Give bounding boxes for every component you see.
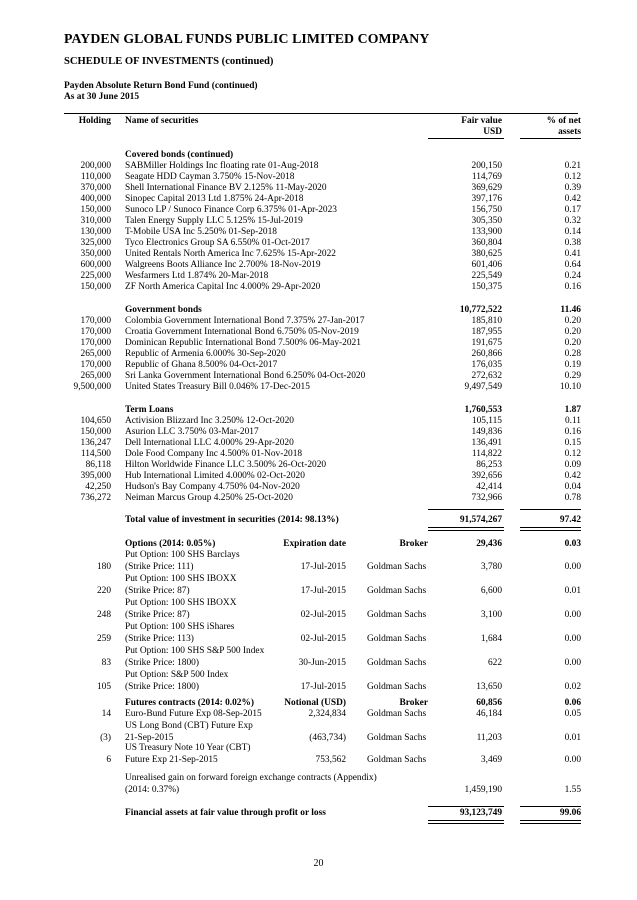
fund-name (64, 81, 258, 103)
government-title: Government bonds (125, 305, 202, 315)
pct-assets-cell: 0.00 (564, 755, 581, 765)
fair-value-cell: 397,176 (471, 194, 502, 204)
holding-cell: 170,000 (80, 360, 111, 370)
holding-cell: 14 (101, 709, 111, 719)
fair-value-cell: 150,375 (471, 282, 502, 292)
holding-cell: 170,000 (80, 338, 111, 348)
holding-cell: 200,000 (80, 161, 111, 171)
holding-cell: 150,000 (80, 282, 111, 292)
holding-cell: 170,000 (80, 327, 111, 337)
fair-value-cell: 156,750 (471, 205, 502, 215)
security-name: Dole Food Company Inc 4.500% 01-Nov-2018 (125, 449, 303, 459)
holding-cell: 395,000 (80, 471, 111, 481)
holding-cell: 104,650 (80, 416, 111, 426)
holding-cell: 600,000 (80, 260, 111, 270)
security-name: Tyco Electronics Group SA 6.550% 01-Oct-2017 (125, 238, 310, 248)
total-investment-label: Total value of investment in securities (2014: 98.13%) (125, 515, 339, 525)
holding-cell: 225,000 (80, 271, 111, 281)
term-total-value: 1,760,553 (464, 405, 502, 415)
pct-assets-cell: 0.11 (564, 416, 581, 426)
security-name: Sinopec Capital 2013 Ltd 1.875% 24-Apr-2018 (125, 194, 304, 204)
holding-cell: 83 (101, 658, 111, 668)
pct-assets-cell: 0.28 (564, 349, 581, 359)
fair-value-cell: 1,684 (480, 634, 502, 644)
pct-assets-cell: 0.24 (564, 271, 581, 281)
broker-cell: Goldman Sachs (367, 562, 427, 572)
col-fair-value (440, 116, 502, 138)
pct-assets-cell: 0.17 (564, 205, 581, 215)
security-name: Republic of Ghana 8.500% 04-Oct-2017 (125, 360, 278, 370)
subtotal-rule-pct (520, 509, 581, 510)
holding-cell: 310,000 (80, 216, 111, 226)
expiration-date-cell: 17-Jul-2015 (300, 562, 346, 572)
security-name: Republic of Armenia 6.000% 30-Sep-2020 (125, 349, 286, 359)
pct-assets-cell: 0.00 (564, 562, 581, 572)
pct-assets-cell: 0.01 (564, 733, 581, 743)
security-name: Asurion LLC 3.750% 03-Mar-2017 (125, 427, 259, 437)
holding-cell: 105 (96, 682, 111, 692)
broker-cell: Goldman Sachs (367, 634, 427, 644)
fair-value-cell: 133,900 (471, 227, 502, 237)
pct-assets-cell: 0.02 (564, 682, 581, 692)
total-investment-value: 91,574,267 (459, 515, 502, 525)
security-name: ZF North America Capital Inc 4.000% 29-Apr-2020 (125, 282, 321, 292)
pct-assets-cell: 0.12 (564, 172, 581, 182)
fair-value-cell: 732,966 (471, 493, 502, 503)
fair-value-cell: 380,625 (471, 249, 502, 259)
notional-cell: 753,562 (315, 755, 346, 765)
col-pct (520, 116, 581, 138)
pct-assets-cell: 0.20 (564, 316, 581, 326)
security-name: Talen Energy Supply LLC 5.125% 15-Jul-2019 (125, 216, 303, 226)
holding-cell: 180 (96, 562, 111, 572)
fair-value-cell: 272,632 (471, 371, 502, 381)
fair-value-cell: 46,184 (476, 709, 502, 719)
government-total-value: 10,772,522 (459, 305, 502, 315)
holding-cell: 6 (106, 755, 111, 765)
pct-assets-cell: 0.42 (564, 471, 581, 481)
pct-assets-cell: 0.09 (564, 460, 581, 470)
fair-value-cell: 114,822 (471, 449, 502, 459)
future-desc-line2: Future Exp 21-Sep-2015 (125, 755, 218, 765)
header-top-rule (64, 113, 578, 114)
pct-assets-cell: 0.05 (564, 709, 581, 719)
option-desc-line2: (Strike Price: 1800) (125, 658, 199, 668)
pct-assets-cell: 0.20 (564, 327, 581, 337)
fair-value-cell: 149,836 (471, 427, 502, 437)
term-title: Term Loans (125, 405, 174, 415)
options-total-value: 29,436 (476, 539, 502, 549)
security-name: Walgreens Boots Alliance Inc 2.700% 18-Nov-2019 (125, 260, 321, 270)
security-name: Sunoco LP / Sunoco Finance Corp 6.375% 01-Apr-2023 (125, 205, 337, 215)
security-name: Activision Blizzard Inc 3.250% 12-Oct-2020 (125, 416, 294, 426)
holding-cell: 265,000 (80, 349, 111, 359)
holding-cell: 110,000 (80, 172, 111, 182)
pct-assets-cell: 0.14 (564, 227, 581, 237)
security-name: Neiman Marcus Group 4.250% 25-Oct-2020 (125, 493, 293, 503)
final-dbl-pct (520, 820, 581, 824)
subtotal-rule-fv (428, 509, 504, 510)
holding-cell: 170,000 (80, 316, 111, 326)
pct-assets-cell: 0.29 (564, 371, 581, 381)
future-desc: Euro-Bund Future Exp 08-Sep-2015 (125, 709, 262, 719)
futures-total-value: 60,856 (476, 698, 502, 708)
broker-cell: Goldman Sachs (367, 682, 427, 692)
total-investment-pct: 97.42 (559, 515, 581, 525)
fair-value-cell: 601,406 (471, 260, 502, 270)
pct-assets-cell: 0.04 (564, 482, 581, 492)
holding-cell: 9,500,000 (73, 382, 111, 392)
pct-assets-cell: 0.00 (564, 634, 581, 644)
col-name: Name of securities (125, 116, 199, 126)
security-name: Shell International Finance BV 2.125% 11-May-2020 (125, 183, 327, 193)
options-title: Options (2014: 0.05%) (125, 539, 216, 549)
unrealised-label-line1: Unrealised gain on forward foreign exchange contracts (Appendix) (125, 773, 377, 783)
pct-assets-cell: 0.01 (564, 586, 581, 596)
broker-cell: Goldman Sachs (367, 658, 427, 668)
fv-head-underline (428, 138, 504, 139)
holding-cell: 220 (96, 586, 111, 596)
col-fair-value-line2: USD (483, 127, 502, 137)
security-name: United Rentals North America Inc 7.625% 15-Apr-2022 (125, 249, 336, 259)
col-fair-value-line1: Fair value (461, 116, 502, 126)
holding-cell: 325,000 (80, 238, 111, 248)
financial-assets-pct: 99.06 (559, 808, 581, 818)
holding-cell: 248 (96, 610, 111, 620)
as-at-date: As at 30 June 2015 (64, 92, 140, 102)
total-dbl-fv (428, 527, 504, 531)
holding-cell: 114,500 (80, 449, 111, 459)
fair-value-cell: 225,549 (471, 271, 502, 281)
security-name: Hudson's Bay Company 4.750% 04-Nov-2020 (125, 482, 300, 492)
option-desc-line1: Put Option: 100 SHS IBOXX (125, 598, 237, 608)
pct-assets-cell: 0.12 (564, 449, 581, 459)
fair-value-cell: 200,150 (471, 161, 502, 171)
fair-value-cell: 42,414 (476, 482, 502, 492)
total-dbl-pct (520, 527, 581, 531)
holding-cell: (3) (100, 733, 111, 743)
unrealised-label-line2: (2014: 0.37%) (125, 785, 180, 795)
holding-cell: 350,000 (80, 249, 111, 259)
security-name: Hilton Worldwide Finance LLC 3.500% 26-Oct-2020 (125, 460, 327, 470)
government-total-pct: 11.46 (560, 305, 581, 315)
pct-assets-cell: 0.00 (564, 658, 581, 668)
pct-assets-cell: 0.21 (564, 161, 581, 171)
holding-cell: 736,272 (80, 493, 111, 503)
financial-assets-value: 93,123,749 (459, 808, 502, 818)
broker-cell: Goldman Sachs (367, 733, 427, 743)
security-name: Dominican Republic International Bond 7.500% 06-May-2021 (125, 338, 361, 348)
security-name: T-Mobile USA Inc 5.250% 01-Sep-2018 (125, 227, 277, 237)
futures-broker-head: Broker (399, 698, 428, 708)
security-name: Wesfarmers Ltd 1.874% 20-Mar-2018 (125, 271, 269, 281)
company-title: PAYDEN GLOBAL FUNDS PUBLIC LIMITED COMPANY (64, 31, 430, 46)
schedule-title: SCHEDULE OF INVESTMENTS (continued) (64, 56, 274, 67)
options-total-pct: 0.03 (564, 539, 581, 549)
options-exp-head: Expiration date (283, 539, 346, 549)
broker-cell: Goldman Sachs (367, 586, 427, 596)
option-desc-line2: (Strike Price: 87) (125, 610, 190, 620)
fair-value-cell: 185,810 (471, 316, 502, 326)
pct-assets-cell: 0.38 (564, 238, 581, 248)
col-holding: Holding (78, 116, 111, 126)
holding-cell: 150,000 (80, 205, 111, 215)
options-broker-head: Broker (399, 539, 428, 549)
pct-assets-cell: 0.19 (564, 360, 581, 370)
pct-assets-cell: 0.16 (564, 427, 581, 437)
fair-value-cell: 622 (487, 658, 502, 668)
pct-head-underline (520, 138, 581, 139)
future-desc-line2: 21-Sep-2015 (125, 733, 174, 743)
fair-value-cell: 114,769 (471, 172, 502, 182)
futures-title: Futures contracts (2014: 0.02%) (125, 698, 254, 708)
security-name: United States Treasury Bill 0.046% 17-Dec-2015 (125, 382, 310, 392)
col-pct-line1: % of net (546, 116, 581, 126)
fair-value-cell: 360,804 (471, 238, 502, 248)
pct-assets-cell: 0.78 (564, 493, 581, 503)
fair-value-cell: 392,656 (471, 471, 502, 481)
notional-cell: (463,734) (309, 733, 346, 743)
financial-assets-label: Financial assets at fair value through profit or loss (125, 808, 326, 818)
option-desc-line2: (Strike Price: 87) (125, 586, 190, 596)
pct-assets-cell: 0.32 (564, 216, 581, 226)
pct-assets-cell: 10.10 (559, 382, 581, 392)
future-desc-line1: US Long Bond (CBT) Future Exp (125, 721, 253, 731)
expiration-date-cell: 30-Jun-2015 (298, 658, 346, 668)
expiration-date-cell: 02-Jul-2015 (300, 610, 346, 620)
holding-cell: 150,000 (80, 427, 111, 437)
security-name: SABMiller Holdings Inc floating rate 01-Aug-2018 (125, 161, 319, 171)
unrealised-pct: 1.55 (564, 785, 581, 795)
holding-cell: 400,000 (80, 194, 111, 204)
future-desc-line1: US Treasury Note 10 Year (CBT) (125, 743, 251, 753)
security-name: Croatia Government International Bond 6.750% 05-Nov-2019 (125, 327, 359, 337)
page-number: 20 (313, 858, 324, 869)
broker-cell: Goldman Sachs (367, 709, 427, 719)
futures-notional-head: Notional (USD) (284, 698, 346, 708)
option-desc-line2: (Strike Price: 1800) (125, 682, 199, 692)
fair-value-cell: 260,866 (471, 349, 502, 359)
broker-cell: Goldman Sachs (367, 610, 427, 620)
fair-value-cell: 191,675 (471, 338, 502, 348)
fair-value-cell: 3,469 (480, 755, 502, 765)
fair-value-cell: 136,491 (471, 438, 502, 448)
pct-assets-cell: 0.00 (564, 610, 581, 620)
fair-value-cell: 9,497,549 (464, 382, 502, 392)
fair-value-cell: 187,955 (471, 327, 502, 337)
holding-cell: 259 (96, 634, 111, 644)
fair-value-cell: 13,650 (476, 682, 502, 692)
final-dbl-fv (428, 820, 504, 824)
term-total-pct: 1.87 (564, 405, 581, 415)
expiration-date-cell: 02-Jul-2015 (300, 634, 346, 644)
option-desc-line1: Put Option: 100 SHS IBOXX (125, 574, 237, 584)
security-name: Colombia Government International Bond 7.375% 27-Jan-2017 (125, 316, 365, 326)
expiration-date-cell: 17-Jul-2015 (300, 586, 346, 596)
expiration-date-cell: 17-Jul-2015 (300, 682, 346, 692)
fair-value-cell: 6,600 (480, 586, 502, 596)
unrealised-value: 1,459,190 (464, 785, 502, 795)
option-desc-line1: Put Option: 100 SHS Barclays (125, 550, 240, 560)
holding-cell: 370,000 (80, 183, 111, 193)
covered-title: Covered bonds (continued) (125, 150, 234, 160)
security-name: Hub International Limited 4.000% 02-Oct-2020 (125, 471, 305, 481)
pct-assets-cell: 0.20 (564, 338, 581, 348)
col-pct-line2: assets (558, 127, 581, 137)
fair-value-cell: 176,035 (471, 360, 502, 370)
pct-assets-cell: 0.15 (564, 438, 581, 448)
security-name: Sri Lanka Government International Bond 6.250% 04-Oct-2020 (125, 371, 366, 381)
fair-value-cell: 11,203 (476, 733, 502, 743)
holding-cell: 130,000 (80, 227, 111, 237)
holding-cell: 86,118 (85, 460, 111, 470)
notional-cell: 2,324,834 (308, 709, 346, 719)
holding-cell: 136,247 (80, 438, 111, 448)
broker-cell: Goldman Sachs (367, 755, 427, 765)
option-desc-line2: (Strike Price: 111) (125, 562, 194, 572)
fair-value-cell: 86,253 (476, 460, 502, 470)
pct-assets-cell: 0.39 (564, 183, 581, 193)
option-desc-line2: (Strike Price: 113) (125, 634, 194, 644)
pct-assets-cell: 0.41 (564, 249, 581, 259)
option-desc-line1: Put Option: 100 SHS S&P 500 Index (125, 646, 265, 656)
security-name: Dell International LLC 4.000% 29-Apr-2020 (125, 438, 294, 448)
fair-value-cell: 369,629 (471, 183, 502, 193)
fund-title: Payden Absolute Return Bond Fund (continued) (64, 81, 258, 91)
fair-value-cell: 305,350 (471, 216, 502, 226)
futures-total-pct: 0.06 (564, 698, 581, 708)
security-name: Seagate HDD Cayman 3.750% 15-Nov-2018 (125, 172, 295, 182)
final-rule-pct (520, 806, 581, 807)
fair-value-cell: 3,780 (480, 562, 502, 572)
fair-value-cell: 3,100 (480, 610, 502, 620)
pct-assets-cell: 0.42 (564, 194, 581, 204)
option-desc-line1: Put Option: 100 SHS iShares (125, 622, 235, 632)
holding-cell: 42,250 (85, 482, 111, 492)
pct-assets-cell: 0.16 (564, 282, 581, 292)
holding-cell: 265,000 (80, 371, 111, 381)
pct-assets-cell: 0.64 (564, 260, 581, 270)
option-desc-line1: Put Option: S&P 500 Index (125, 670, 229, 680)
final-rule-fv (428, 806, 504, 807)
fair-value-cell: 105,115 (471, 416, 502, 426)
